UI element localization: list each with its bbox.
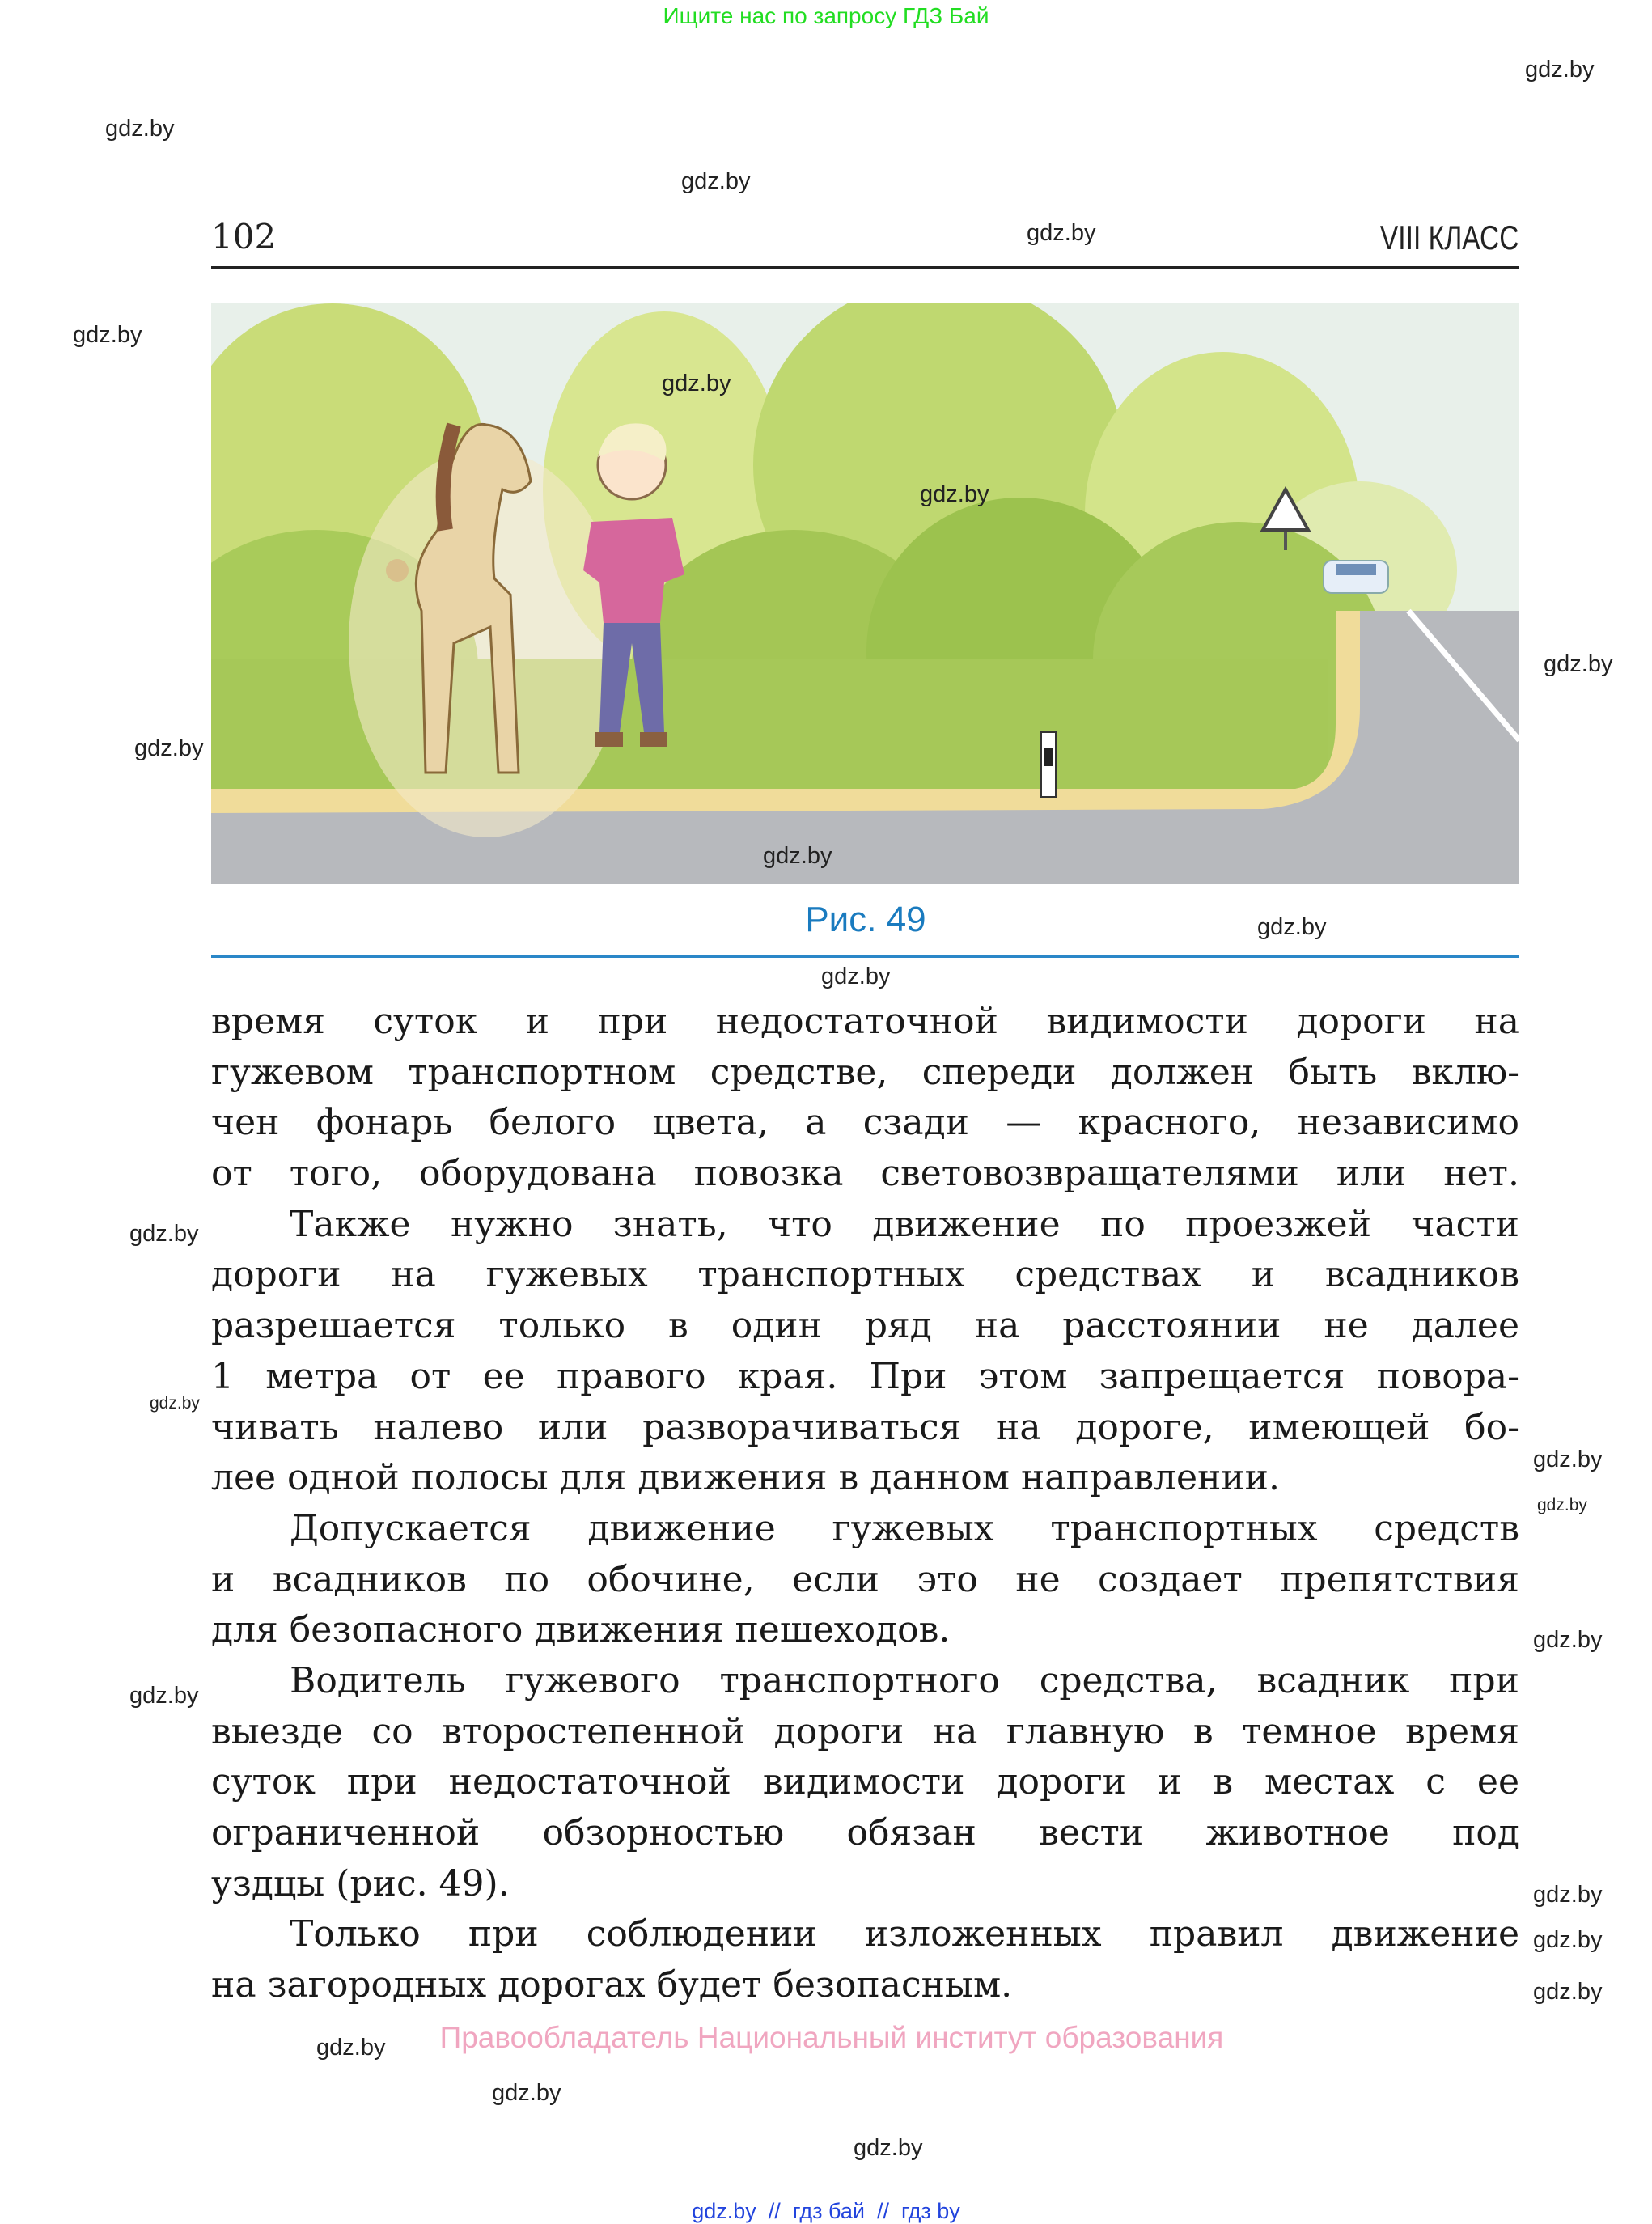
watermark: gdz.by [1027,220,1096,246]
watermark: gdz.by [821,964,891,989]
watermark: gdz.by [681,168,751,194]
text-line: чивать налево или разворачиваться на дороге, имеющей бо- [211,1406,1519,1448]
road-post [1041,732,1056,797]
figure-caption: Рис. 49 [805,900,926,939]
watermark: gdz.by [1533,1927,1603,1953]
watermark: gdz.by [1533,1979,1603,2005]
watermark: gdz.by [1544,651,1613,677]
figure-illustration [211,303,1519,884]
text-line: на загородных дорогах будет безопасным. [211,1964,1013,2006]
text-line: время суток и при недостаточной видимости дороги на [211,1001,1519,1042]
watermark: gdz.by [1533,1447,1603,1472]
text-line: ограниченной обзорностью обязан вести животное под [211,1812,1519,1853]
text-line: дороги на гужевых транспортных средствах и всадников [211,1254,1519,1296]
text-line: разрешается только в один ряд на расстоянии не далее [211,1305,1519,1347]
watermark: gdz.by [150,1394,200,1413]
text-line: чен фонарь белого цвета, а сзади — красного, независимо [211,1102,1519,1144]
watermark: gdz.by [662,371,731,396]
text-line: суток при недостаточной видимости дороги и в местах с ее [211,1761,1519,1803]
car [1324,561,1388,593]
watermark: gdz.by [73,322,142,348]
text-line: Водитель гужевого транспортного средства, всадник при [290,1659,1519,1701]
watermark: gdz.by [134,735,204,761]
text-line: выезде со второстепенной дороги на главную в темное время [211,1710,1519,1752]
watermark: gdz.by [854,2135,923,2161]
watermark: gdz.by [1257,914,1327,940]
watermark: gdz.by [492,2080,561,2106]
header-divider [211,266,1519,269]
text-line: уздцы (рис. 49). [211,1862,510,1904]
watermark: gdz.by [763,843,832,869]
text-line: 1 метра от ее правого края. При этом запрещается повора- [211,1355,1519,1397]
watermark: gdz.by [1533,1627,1603,1653]
copyright-notice: Правообладатель Национальный институт образования [439,2021,1224,2054]
page-number: 102 [211,217,277,256]
text-line: лее одной полосы для движения в данном направлении. [211,1457,1280,1499]
watermark: gdz.by [1525,57,1595,83]
text-line: Только при соблюдении изложенных правил движение [290,1913,1519,1955]
watermark: gdz.by [129,1683,199,1709]
watermark: gdz.by [316,2035,386,2061]
grade-label: VIII КЛАСС [1379,218,1519,256]
text-line: для безопасного движения пешеходов. [211,1609,951,1651]
watermark: gdz.by [129,1221,199,1247]
watermark: gdz.by [1533,1882,1603,1908]
body-text [211,997,1519,2011]
text-line: гужевом транспортном средстве, спереди должен быть вклю- [211,1051,1519,1093]
footer-links[interactable]: gdz.by // гдз бай // гдз by [692,2199,960,2223]
caption-divider [211,955,1519,958]
text-line: от того, оборудована повозка световозвращателями или нет. [211,1153,1519,1195]
text-line: Также нужно знать, что движение по проезжей части [290,1203,1519,1245]
watermark: gdz.by [1537,1496,1587,1514]
watermark: gdz.by [105,116,175,142]
search-ad-banner: Ищите нас по запросу ГДЗ Бай [663,3,989,28]
text-line: и всадников по обочине, если это не создает препятствия [211,1558,1519,1600]
watermark: gdz.by [920,481,989,507]
text-line: Допускается движение гужевых транспортных средств [290,1507,1519,1549]
